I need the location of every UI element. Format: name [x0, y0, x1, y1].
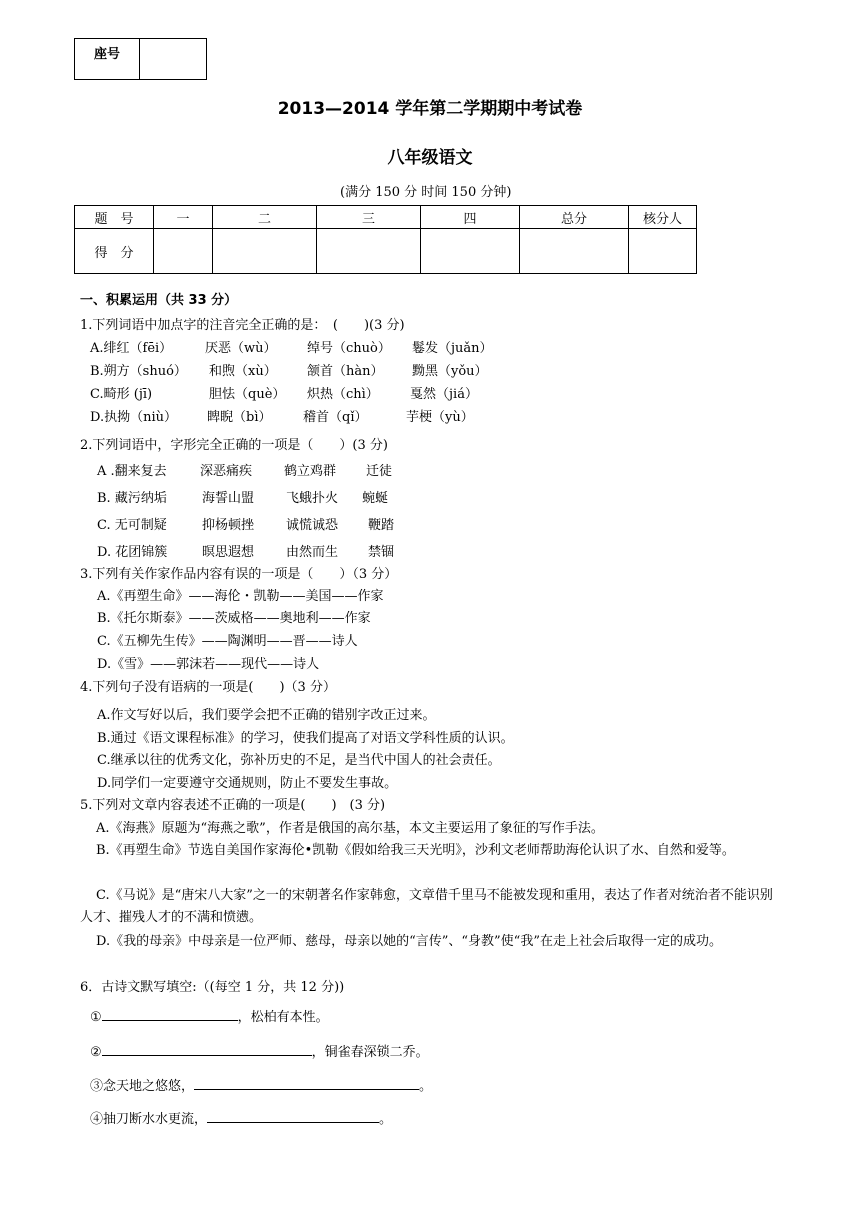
q6-item-2-prefix: ② [90, 1045, 102, 1060]
q5-option-a: A.《海燕》原题为“海燕之歌”，作者是俄国的高尔基，本文主要运用了象征的写作手法。 [96, 821, 604, 836]
q2-b-word: 蜿蜒 [362, 491, 389, 506]
q2-a-word: 鹤立鸡群 [284, 464, 337, 479]
score-header-cell: 三 [317, 206, 421, 229]
q3-option-c: C.《五柳先生传》——陶渊明——晋——诗人 [97, 634, 358, 649]
score-header-cell: 四 [421, 206, 520, 229]
q6-item-1 [90, 1006, 329, 1027]
question-3-stem: 3.下列有关作家作品内容有误的一项是（ ）（3 分） [80, 567, 398, 582]
q2-d-word: 禁锢 [368, 545, 395, 560]
q2-d-word: 暝思遐想 [202, 545, 255, 560]
q2-c-word: 鞭踏 [368, 518, 395, 533]
q1-d-word: D.执拗（niù） [90, 410, 177, 425]
q2-a-word: 深恶痛疾 [200, 464, 253, 479]
score-cell[interactable] [520, 229, 629, 274]
score-header-cell: 核分人 [629, 206, 697, 229]
q1-d-word: 芋梗（yù） [406, 410, 474, 425]
q4-option-a: A.作文写好以后，我们要学会把不正确的错别字改正过来。 [97, 708, 436, 723]
q6-blank-1[interactable] [102, 1006, 238, 1021]
q4-option-d: D.同学们一定要遵守交通规则，防止不要发生事故。 [97, 776, 398, 791]
q6-blank-3[interactable] [194, 1075, 419, 1090]
q2-d-word: D. 花团锦簇 [97, 545, 168, 560]
score-cell[interactable] [421, 229, 520, 274]
q2-d-word: 由然而生 [286, 545, 339, 560]
question-2-stem: 2.下列词语中，字形完全正确的一项是（ ）(3 分) [80, 438, 388, 453]
q4-option-c: C.继承以往的优秀文化，弥补历史的不足，是当代中国人的社会责任。 [97, 753, 501, 768]
q2-b-word: B. 藏污纳垢 [97, 491, 167, 506]
score-cell[interactable] [213, 229, 317, 274]
q6-item-1-prefix: ① [90, 1010, 102, 1025]
q1-c-word: 胆怯（què） [209, 387, 286, 402]
score-row-label: 得 分 [75, 229, 154, 274]
q1-b-word: B.朔方（shuó） [90, 364, 187, 379]
q6-item-3-prefix: ③念天地之悠悠， [90, 1079, 195, 1094]
q6-item-4-prefix: ④抽刀断水水更流， [90, 1112, 208, 1127]
q6-item-3-suffix: 。 [419, 1079, 433, 1094]
q5-option-c: C.《马说》是“唐宋八大家”之一的宋朝著名作家韩愈，文章借千里马不能被发现和重用，表达了作者对统治者不能识别人才、摧残人才的不满和愤懑。 [80, 888, 773, 925]
question-1-stem: 1.下列词语中加点字的注音完全正确的是： ( )(3 分) [80, 318, 405, 333]
score-header-cell: 二 [213, 206, 317, 229]
q1-c-word: 炽热（chì） [307, 387, 379, 402]
subject-title: 八年级语文 [387, 148, 473, 168]
q6-item-1-suffix: ，松柏有本性。 [237, 1010, 329, 1025]
question-6-stem: 6．古诗文默写填空:（(每空 1 分，共 12 分)) [80, 980, 345, 995]
q2-b-word: 飞蛾扑火 [286, 491, 339, 506]
score-cell[interactable] [629, 229, 697, 274]
q1-b-word: 和煦（xù） [209, 364, 277, 379]
q1-c-word: C.畸形 (jī) [90, 387, 153, 402]
section-title: 一、积累运用（共 33 分） [80, 293, 238, 308]
score-table-header-row [75, 206, 697, 229]
seat-value-field[interactable] [140, 39, 207, 80]
question-4-stem: 4.下列句子没有语病的一项是( )（3 分） [80, 680, 336, 695]
score-header-cell: 题 号 [75, 206, 154, 229]
score-cell[interactable] [317, 229, 421, 274]
q2-c-word: C. 无可制疑 [97, 518, 167, 533]
q1-a-word: 鬈发（juǎn） [412, 341, 493, 356]
q1-b-word: 黝黑（yǒu） [412, 364, 488, 379]
score-header-cell: 一 [154, 206, 213, 229]
seat-number-box [74, 38, 207, 80]
q6-item-4-suffix: 。 [379, 1112, 393, 1127]
q6-item-4 [90, 1108, 392, 1129]
q1-b-word: 颔首（hàn） [307, 364, 384, 379]
q5-option-b: B.《再塑生命》节选自美国作家海伦•凯勒《假如给我三天光明》，沙利文老师帮助海伦认识了水、自然和爱等。 [96, 843, 735, 858]
q1-a-word: 厌恶（wù） [205, 341, 277, 356]
q1-c-word: 戛然（jiá） [410, 387, 478, 402]
q3-option-a: A.《再塑生命》——海伦・凯勒——美国——作家 [97, 589, 384, 604]
q2-a-word: A .翻来复去 [97, 464, 167, 479]
q1-d-word: 稽首（qǐ） [303, 410, 368, 425]
q1-a-word: 绰号（chuò） [307, 341, 391, 356]
exam-info: (满分 150 分 时间 150 分钟) [340, 185, 512, 200]
q3-option-d: D.《雪》——郭沫若——现代——诗人 [97, 657, 320, 672]
seat-label: 座号 [75, 39, 140, 80]
q2-b-word: 海誓山盟 [202, 491, 255, 506]
q6-blank-2[interactable] [102, 1041, 312, 1056]
q1-a-word: A.绯红（fēi） [90, 341, 173, 356]
q3-option-b: B.《托尔斯泰》——茨威格——奥地利——作家 [97, 611, 371, 626]
q6-item-2 [90, 1041, 429, 1062]
q4-option-b: B.通过《语文课程标准》的学习，使我们提高了对语文学科性质的认识。 [97, 731, 514, 746]
score-table-value-row [75, 229, 697, 274]
score-header-cell: 总分 [520, 206, 629, 229]
q6-blank-4[interactable] [207, 1108, 379, 1123]
q2-a-word: 迁徒 [366, 464, 393, 479]
q1-d-word: 睥睨（bì） [207, 410, 272, 425]
q2-c-word: 诚慌诚恐 [286, 518, 339, 533]
q2-c-word: 抑杨顿挫 [202, 518, 255, 533]
q6-item-2-suffix: ，铜雀春深锁二乔。 [311, 1045, 429, 1060]
q5-option-d: D.《我的母亲》中母亲是一位严师、慈母，母亲以她的“言传”、“身教”使“我”在走上社会后取得一定的成功。 [96, 934, 722, 949]
q6-item-3 [90, 1075, 432, 1096]
question-5-stem: 5.下列对文章内容表述不正确的一项是( ) (3 分) [80, 798, 386, 813]
exam-title: 2013—2014 学年第二学期期中考试卷 [277, 99, 583, 119]
score-cell[interactable] [154, 229, 213, 274]
score-table [74, 205, 697, 274]
